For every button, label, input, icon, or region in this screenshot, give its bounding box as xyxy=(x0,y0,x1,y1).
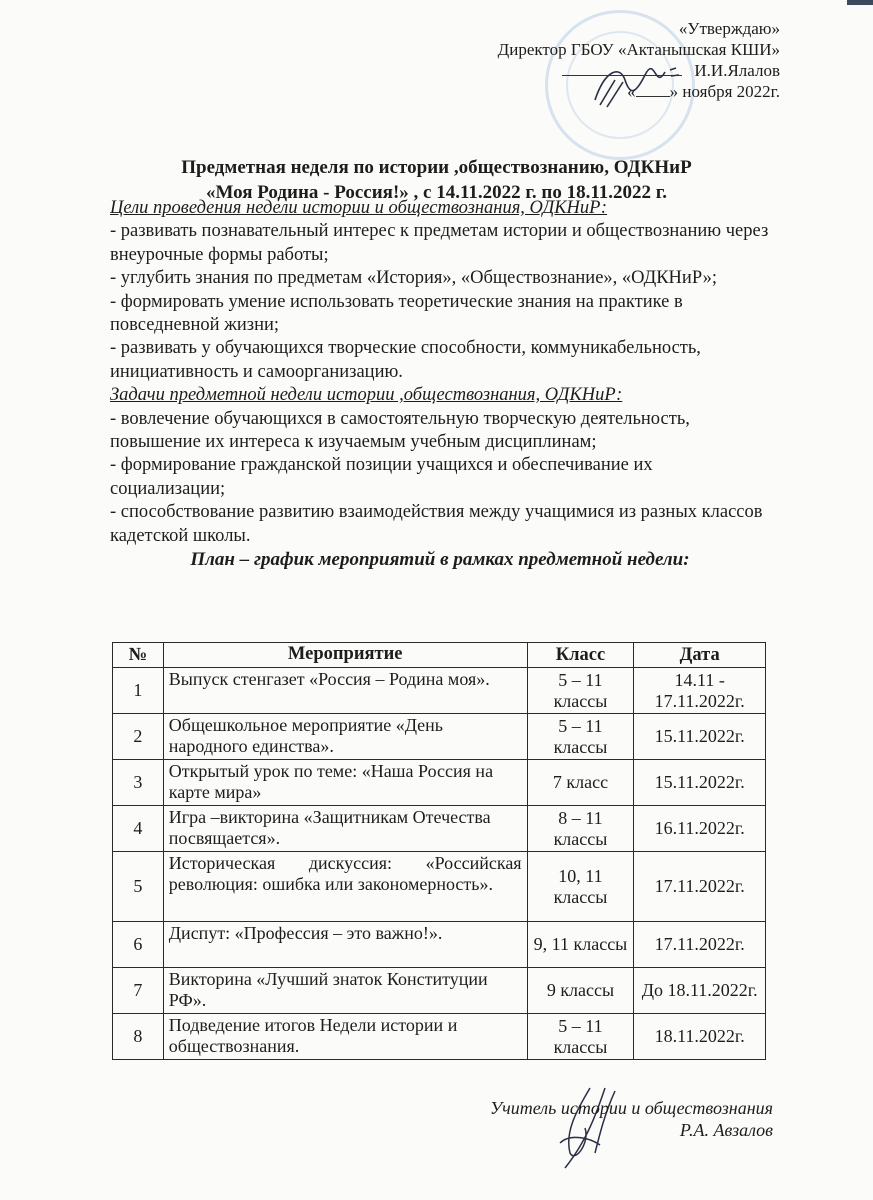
events-table xyxy=(112,642,766,1060)
date-prefix: « xyxy=(627,82,636,101)
goal-item: - развивать познавательный интерес к предметам истории и обществознанию через внеурочные формы работы; xyxy=(110,221,769,265)
cell-event: Общешкольное мероприятие «День народного единства». xyxy=(163,714,527,760)
table-row xyxy=(113,668,766,714)
cell-event: Открытый урок по теме: «Наша Россия на карте мира» xyxy=(163,760,527,806)
cell-event: Игра –викторина «Защитникам Отечества посвящается». xyxy=(163,806,527,852)
approval-signer: И.И.Ялалов xyxy=(694,61,780,80)
corner-mark xyxy=(847,0,873,5)
table-row xyxy=(113,1014,766,1060)
table-row xyxy=(113,714,766,760)
task-item: - вовлечение обучающихся в самостоятельную творческую деятельность, повышение их интереса к изучаемым учебным дисциплинам; xyxy=(110,408,690,453)
cell-date: До 18.11.2022г. xyxy=(634,968,766,1014)
col-header-class: Класс xyxy=(527,643,634,668)
document-body xyxy=(110,197,770,572)
cell-event: Выпуск стенгазет «Россия – Родина моя». xyxy=(163,668,527,714)
task-item: - способствование развитию взаимодействия между учащимися из разных классов кадетской школы. xyxy=(110,502,763,546)
approval-director: Директор ГБОУ «Актанышская КШИ» xyxy=(497,40,780,59)
cell-date: 16.11.2022г. xyxy=(634,806,766,852)
cell-class: 7 класс xyxy=(527,760,634,806)
goal-item: - формировать умение использовать теоретические знания на практике в повседневной жизни; xyxy=(110,291,683,336)
cell-number: 3 xyxy=(113,760,164,806)
cell-date: 15.11.2022г. xyxy=(634,714,766,760)
cell-date: 15.11.2022г. xyxy=(634,760,766,806)
cell-number: 7 xyxy=(113,968,164,1014)
cell-date: 18.11.2022г. xyxy=(634,1014,766,1060)
cell-number: 6 xyxy=(113,922,164,968)
cell-class: 8 – 11 классы xyxy=(527,806,634,852)
table-row xyxy=(113,806,766,852)
cell-event: Подведение итогов Недели истории и обществознания. xyxy=(163,1014,527,1060)
cell-class: 5 – 11 классы xyxy=(527,668,634,714)
table-row xyxy=(113,852,766,922)
cell-event: Викторина «Лучший знаток Конституции РФ». xyxy=(163,968,527,1014)
cell-number: 8 xyxy=(113,1014,164,1060)
title-line-2: «Моя Родина - Россия!» , с 14.11.2022 г. по 18.11.2022 г. xyxy=(205,182,668,203)
cell-number: 1 xyxy=(113,668,164,714)
col-header-date: Дата xyxy=(634,643,766,668)
cell-class: 5 – 11 классы xyxy=(527,714,634,760)
table-row xyxy=(113,922,766,968)
table-row xyxy=(113,968,766,1014)
table-row xyxy=(113,760,766,806)
goal-item: - развивать у обучающихся творческие способности, коммуникабельность, инициативность и самоорганизацию. xyxy=(110,338,701,382)
teacher-signature-block xyxy=(490,1097,773,1141)
tasks-heading: Задачи предметной недели истории ,обществознания, ОДКНиР: xyxy=(110,385,623,406)
cell-number: 2 xyxy=(113,714,164,760)
cell-class: 5 – 11 классы xyxy=(527,1014,634,1060)
approval-title: «Утверждаю» xyxy=(678,19,780,38)
teacher-role: Учитель истории и обществознания xyxy=(490,1098,773,1118)
cell-class: 9, 11 классы xyxy=(527,922,634,968)
cell-event: Диспут: «Профессия – это важно!». xyxy=(163,922,527,968)
date-suffix: » ноября 2022г. xyxy=(669,82,780,101)
goal-item: - углубить знания по предметам «История», «Обществознание», «ОДКНиР»; xyxy=(110,268,717,289)
cell-class: 9 классы xyxy=(527,968,634,1014)
table-header-row xyxy=(113,643,766,668)
goals-heading: Цели проведения недели истории и обществознания, ОДКНиР: xyxy=(110,198,608,218)
title-line-1: Предметная неделя по истории ,обществознанию, ОДКНиР xyxy=(181,157,692,178)
plan-title: План – график мероприятий в рамках предметной недели: xyxy=(190,549,690,571)
cell-event: Историческая дискуссия: «Российская революция: ошибка или закономерность». xyxy=(163,852,527,922)
task-item: - формирование гражданской позиции учащихся и обеспечивание их социализации; xyxy=(110,455,653,499)
cell-number: 4 xyxy=(113,806,164,852)
cell-date: 17.11.2022г. xyxy=(634,852,766,922)
director-signature-icon xyxy=(585,60,695,110)
cell-date: 14.11 - 17.11.2022г. xyxy=(634,668,766,714)
col-header-number: № xyxy=(113,643,164,668)
col-header-event: Мероприятие xyxy=(163,643,527,668)
cell-number: 5 xyxy=(113,852,164,922)
teacher-name: Р.А. Авзалов xyxy=(679,1120,773,1140)
cell-date: 17.11.2022г. xyxy=(634,922,766,968)
cell-class: 10, 11 классы xyxy=(527,852,634,922)
